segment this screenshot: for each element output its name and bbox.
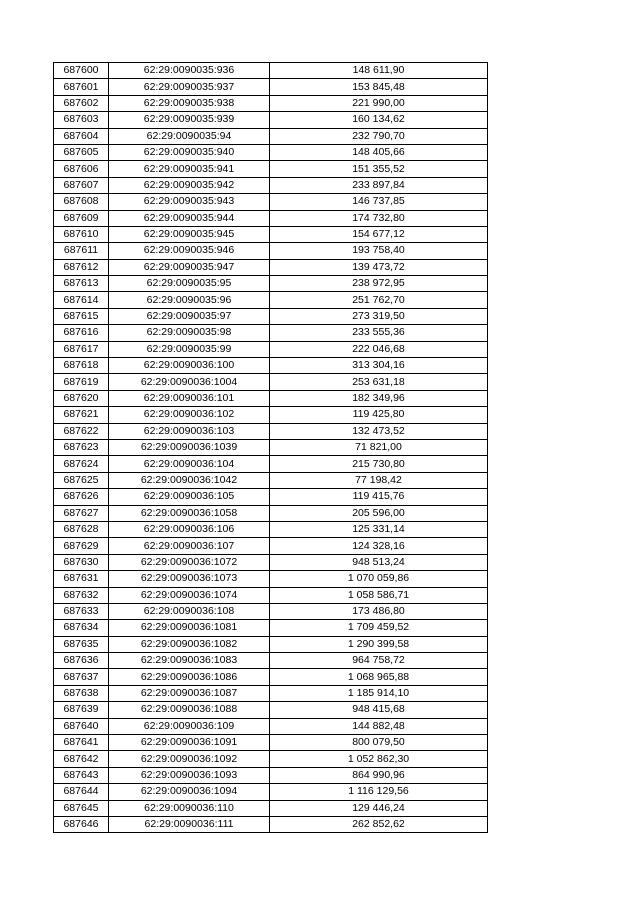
cadastral-value-cell: 182 349,96 bbox=[270, 390, 488, 406]
row-number-cell: 687620 bbox=[54, 390, 109, 406]
row-number-cell: 687610 bbox=[54, 226, 109, 242]
cadastral-value-cell: 154 677,12 bbox=[270, 226, 488, 242]
table-row bbox=[54, 685, 488, 701]
row-number-cell: 687638 bbox=[54, 685, 109, 701]
table-row bbox=[54, 571, 488, 587]
row-number-cell: 687614 bbox=[54, 292, 109, 308]
cadastral-value-cell: 129 446,24 bbox=[270, 800, 488, 816]
cadastral-number-cell: 62:29:0090036:1081 bbox=[109, 620, 270, 636]
cadastral-number-cell: 62:29:0090036:1087 bbox=[109, 685, 270, 701]
table-row bbox=[54, 620, 488, 636]
table-row bbox=[54, 816, 488, 832]
row-number-cell: 687641 bbox=[54, 735, 109, 751]
cadastral-value-cell: 251 762,70 bbox=[270, 292, 488, 308]
table-row bbox=[54, 439, 488, 455]
cadastral-value-cell: 1 058 586,71 bbox=[270, 587, 488, 603]
cadastral-number-cell: 62:29:0090035:940 bbox=[109, 144, 270, 160]
cadastral-value-cell: 1 116 129,56 bbox=[270, 784, 488, 800]
table-row bbox=[54, 259, 488, 275]
cadastral-number-cell: 62:29:0090036:1094 bbox=[109, 784, 270, 800]
table-row bbox=[54, 800, 488, 816]
row-number-cell: 687642 bbox=[54, 751, 109, 767]
cadastral-value-cell: 800 079,50 bbox=[270, 735, 488, 751]
row-number-cell: 687639 bbox=[54, 702, 109, 718]
cadastral-number-cell: 62:29:0090035:942 bbox=[109, 177, 270, 193]
cadastral-number-cell: 62:29:0090035:98 bbox=[109, 325, 270, 341]
cadastral-number-cell: 62:29:0090036:110 bbox=[109, 800, 270, 816]
row-number-cell: 687603 bbox=[54, 112, 109, 128]
cadastral-value-cell: 948 513,24 bbox=[270, 554, 488, 570]
cadastral-number-cell: 62:29:0090035:94 bbox=[109, 128, 270, 144]
table-row bbox=[54, 194, 488, 210]
cadastral-number-cell: 62:29:0090036:1093 bbox=[109, 767, 270, 783]
cadastral-value-table bbox=[53, 62, 488, 833]
cadastral-number-cell: 62:29:0090036:108 bbox=[109, 603, 270, 619]
cadastral-value-cell: 215 730,80 bbox=[270, 456, 488, 472]
row-number-cell: 687623 bbox=[54, 439, 109, 455]
cadastral-number-cell: 62:29:0090035:946 bbox=[109, 243, 270, 259]
cadastral-value-cell: 160 134,62 bbox=[270, 112, 488, 128]
cadastral-value-cell: 119 425,80 bbox=[270, 407, 488, 423]
table-row bbox=[54, 177, 488, 193]
cadastral-number-cell: 62:29:0090036:102 bbox=[109, 407, 270, 423]
table-row bbox=[54, 751, 488, 767]
row-number-cell: 687636 bbox=[54, 653, 109, 669]
row-number-cell: 687604 bbox=[54, 128, 109, 144]
cadastral-value-cell: 964 758,72 bbox=[270, 653, 488, 669]
row-number-cell: 687606 bbox=[54, 161, 109, 177]
cadastral-value-cell: 148 405,66 bbox=[270, 144, 488, 160]
table-row bbox=[54, 243, 488, 259]
row-number-cell: 687637 bbox=[54, 669, 109, 685]
cadastral-number-cell: 62:29:0090036:1091 bbox=[109, 735, 270, 751]
table-row bbox=[54, 653, 488, 669]
row-number-cell: 687627 bbox=[54, 505, 109, 521]
row-number-cell: 687621 bbox=[54, 407, 109, 423]
row-number-cell: 687640 bbox=[54, 718, 109, 734]
cadastral-number-cell: 62:29:0090036:1039 bbox=[109, 439, 270, 455]
table-row bbox=[54, 718, 488, 734]
cadastral-value-cell: 262 852,62 bbox=[270, 816, 488, 832]
cadastral-value-cell: 233 555,36 bbox=[270, 325, 488, 341]
row-number-cell: 687609 bbox=[54, 210, 109, 226]
table-row bbox=[54, 112, 488, 128]
cadastral-value-cell: 125 331,14 bbox=[270, 521, 488, 537]
cadastral-value-cell: 153 845,48 bbox=[270, 79, 488, 95]
table-row bbox=[54, 95, 488, 111]
table-row bbox=[54, 407, 488, 423]
table-row bbox=[54, 538, 488, 554]
row-number-cell: 687635 bbox=[54, 636, 109, 652]
table-row bbox=[54, 784, 488, 800]
table-row bbox=[54, 669, 488, 685]
cadastral-number-cell: 62:29:0090036:1058 bbox=[109, 505, 270, 521]
row-number-cell: 687617 bbox=[54, 341, 109, 357]
cadastral-value-cell: 1 068 965,88 bbox=[270, 669, 488, 685]
cadastral-value-cell: 233 897,84 bbox=[270, 177, 488, 193]
cadastral-value-cell: 151 355,52 bbox=[270, 161, 488, 177]
row-number-cell: 687628 bbox=[54, 521, 109, 537]
table-row bbox=[54, 603, 488, 619]
cadastral-value-cell: 205 596,00 bbox=[270, 505, 488, 521]
row-number-cell: 687633 bbox=[54, 603, 109, 619]
table-row bbox=[54, 423, 488, 439]
table-row bbox=[54, 472, 488, 488]
cadastral-number-cell: 62:29:0090036:107 bbox=[109, 538, 270, 554]
row-number-cell: 687643 bbox=[54, 767, 109, 783]
row-number-cell: 687612 bbox=[54, 259, 109, 275]
row-number-cell: 687646 bbox=[54, 816, 109, 832]
cadastral-number-cell: 62:29:0090035:944 bbox=[109, 210, 270, 226]
cadastral-value-cell: 1 185 914,10 bbox=[270, 685, 488, 701]
table-row bbox=[54, 489, 488, 505]
cadastral-number-cell: 62:29:0090035:947 bbox=[109, 259, 270, 275]
row-number-cell: 687644 bbox=[54, 784, 109, 800]
cadastral-value-cell: 253 631,18 bbox=[270, 374, 488, 390]
table-row bbox=[54, 702, 488, 718]
cadastral-number-cell: 62:29:0090036:1083 bbox=[109, 653, 270, 669]
table-row bbox=[54, 79, 488, 95]
table-row bbox=[54, 226, 488, 242]
cadastral-value-cell: 139 473,72 bbox=[270, 259, 488, 275]
table-row bbox=[54, 735, 488, 751]
cadastral-number-cell: 62:29:0090036:109 bbox=[109, 718, 270, 734]
row-number-cell: 687619 bbox=[54, 374, 109, 390]
table-row bbox=[54, 308, 488, 324]
cadastral-value-cell: 1 052 862,30 bbox=[270, 751, 488, 767]
row-number-cell: 687632 bbox=[54, 587, 109, 603]
row-number-cell: 687626 bbox=[54, 489, 109, 505]
table-row bbox=[54, 161, 488, 177]
cadastral-value-cell: 148 611,90 bbox=[270, 63, 488, 79]
cadastral-number-cell: 62:29:0090036:104 bbox=[109, 456, 270, 472]
cadastral-number-cell: 62:29:0090036:1086 bbox=[109, 669, 270, 685]
cadastral-number-cell: 62:29:0090036:1088 bbox=[109, 702, 270, 718]
cadastral-number-cell: 62:29:0090035:99 bbox=[109, 341, 270, 357]
table-row bbox=[54, 210, 488, 226]
row-number-cell: 687618 bbox=[54, 358, 109, 374]
row-number-cell: 687613 bbox=[54, 276, 109, 292]
table-row bbox=[54, 341, 488, 357]
row-number-cell: 687601 bbox=[54, 79, 109, 95]
cadastral-number-cell: 62:29:0090036:1072 bbox=[109, 554, 270, 570]
cadastral-value-cell: 132 473,52 bbox=[270, 423, 488, 439]
cadastral-value-cell: 222 046,68 bbox=[270, 341, 488, 357]
table-row bbox=[54, 374, 488, 390]
cadastral-value-cell: 232 790,70 bbox=[270, 128, 488, 144]
table-row bbox=[54, 521, 488, 537]
cadastral-number-cell: 62:29:0090035:943 bbox=[109, 194, 270, 210]
cadastral-number-cell: 62:29:0090036:111 bbox=[109, 816, 270, 832]
cadastral-number-cell: 62:29:0090035:95 bbox=[109, 276, 270, 292]
row-number-cell: 687624 bbox=[54, 456, 109, 472]
table-row bbox=[54, 636, 488, 652]
row-number-cell: 687625 bbox=[54, 472, 109, 488]
cadastral-number-cell: 62:29:0090036:1092 bbox=[109, 751, 270, 767]
cadastral-value-cell: 1 070 059,86 bbox=[270, 571, 488, 587]
table-body bbox=[54, 63, 488, 833]
cadastral-value-cell: 948 415,68 bbox=[270, 702, 488, 718]
cadastral-value-cell: 238 972,95 bbox=[270, 276, 488, 292]
cadastral-value-cell: 124 328,16 bbox=[270, 538, 488, 554]
cadastral-number-cell: 62:29:0090035:941 bbox=[109, 161, 270, 177]
cadastral-number-cell: 62:29:0090035:97 bbox=[109, 308, 270, 324]
row-number-cell: 687631 bbox=[54, 571, 109, 587]
cadastral-number-cell: 62:29:0090035:96 bbox=[109, 292, 270, 308]
row-number-cell: 687630 bbox=[54, 554, 109, 570]
row-number-cell: 687611 bbox=[54, 243, 109, 259]
cadastral-number-cell: 62:29:0090036:1004 bbox=[109, 374, 270, 390]
cadastral-value-cell: 193 758,40 bbox=[270, 243, 488, 259]
table-row bbox=[54, 292, 488, 308]
cadastral-number-cell: 62:29:0090036:101 bbox=[109, 390, 270, 406]
row-number-cell: 687602 bbox=[54, 95, 109, 111]
table-row bbox=[54, 505, 488, 521]
cadastral-number-cell: 62:29:0090036:103 bbox=[109, 423, 270, 439]
cadastral-value-cell: 313 304,16 bbox=[270, 358, 488, 374]
cadastral-number-cell: 62:29:0090036:100 bbox=[109, 358, 270, 374]
table-row bbox=[54, 128, 488, 144]
table-row bbox=[54, 456, 488, 472]
cadastral-value-cell: 221 990,00 bbox=[270, 95, 488, 111]
table-row bbox=[54, 554, 488, 570]
cadastral-number-cell: 62:29:0090036:106 bbox=[109, 521, 270, 537]
row-number-cell: 687634 bbox=[54, 620, 109, 636]
table-row bbox=[54, 325, 488, 341]
cadastral-number-cell: 62:29:0090035:939 bbox=[109, 112, 270, 128]
row-number-cell: 687622 bbox=[54, 423, 109, 439]
cadastral-number-cell: 62:29:0090036:1073 bbox=[109, 571, 270, 587]
cadastral-number-cell: 62:29:0090036:105 bbox=[109, 489, 270, 505]
cadastral-value-cell: 119 415,76 bbox=[270, 489, 488, 505]
cadastral-number-cell: 62:29:0090035:937 bbox=[109, 79, 270, 95]
cadastral-number-cell: 62:29:0090036:1042 bbox=[109, 472, 270, 488]
row-number-cell: 687645 bbox=[54, 800, 109, 816]
cadastral-value-cell: 174 732,80 bbox=[270, 210, 488, 226]
row-number-cell: 687629 bbox=[54, 538, 109, 554]
cadastral-number-cell: 62:29:0090036:1082 bbox=[109, 636, 270, 652]
table-row bbox=[54, 276, 488, 292]
table-row bbox=[54, 587, 488, 603]
table-row bbox=[54, 358, 488, 374]
cadastral-value-cell: 146 737,85 bbox=[270, 194, 488, 210]
cadastral-value-cell: 864 990,96 bbox=[270, 767, 488, 783]
row-number-cell: 687607 bbox=[54, 177, 109, 193]
table-row bbox=[54, 144, 488, 160]
row-number-cell: 687608 bbox=[54, 194, 109, 210]
table-row bbox=[54, 390, 488, 406]
cadastral-value-cell: 71 821,00 bbox=[270, 439, 488, 455]
table-row bbox=[54, 767, 488, 783]
cadastral-number-cell: 62:29:0090035:936 bbox=[109, 63, 270, 79]
row-number-cell: 687600 bbox=[54, 63, 109, 79]
row-number-cell: 687615 bbox=[54, 308, 109, 324]
cadastral-value-cell: 273 319,50 bbox=[270, 308, 488, 324]
row-number-cell: 687605 bbox=[54, 144, 109, 160]
cadastral-value-cell: 173 486,80 bbox=[270, 603, 488, 619]
cadastral-number-cell: 62:29:0090036:1074 bbox=[109, 587, 270, 603]
row-number-cell: 687616 bbox=[54, 325, 109, 341]
table-row bbox=[54, 63, 488, 79]
cadastral-number-cell: 62:29:0090035:938 bbox=[109, 95, 270, 111]
cadastral-value-cell: 144 882,48 bbox=[270, 718, 488, 734]
cadastral-value-cell: 1 709 459,52 bbox=[270, 620, 488, 636]
cadastral-value-cell: 77 198,42 bbox=[270, 472, 488, 488]
cadastral-number-cell: 62:29:0090035:945 bbox=[109, 226, 270, 242]
cadastral-value-cell: 1 290 399,58 bbox=[270, 636, 488, 652]
